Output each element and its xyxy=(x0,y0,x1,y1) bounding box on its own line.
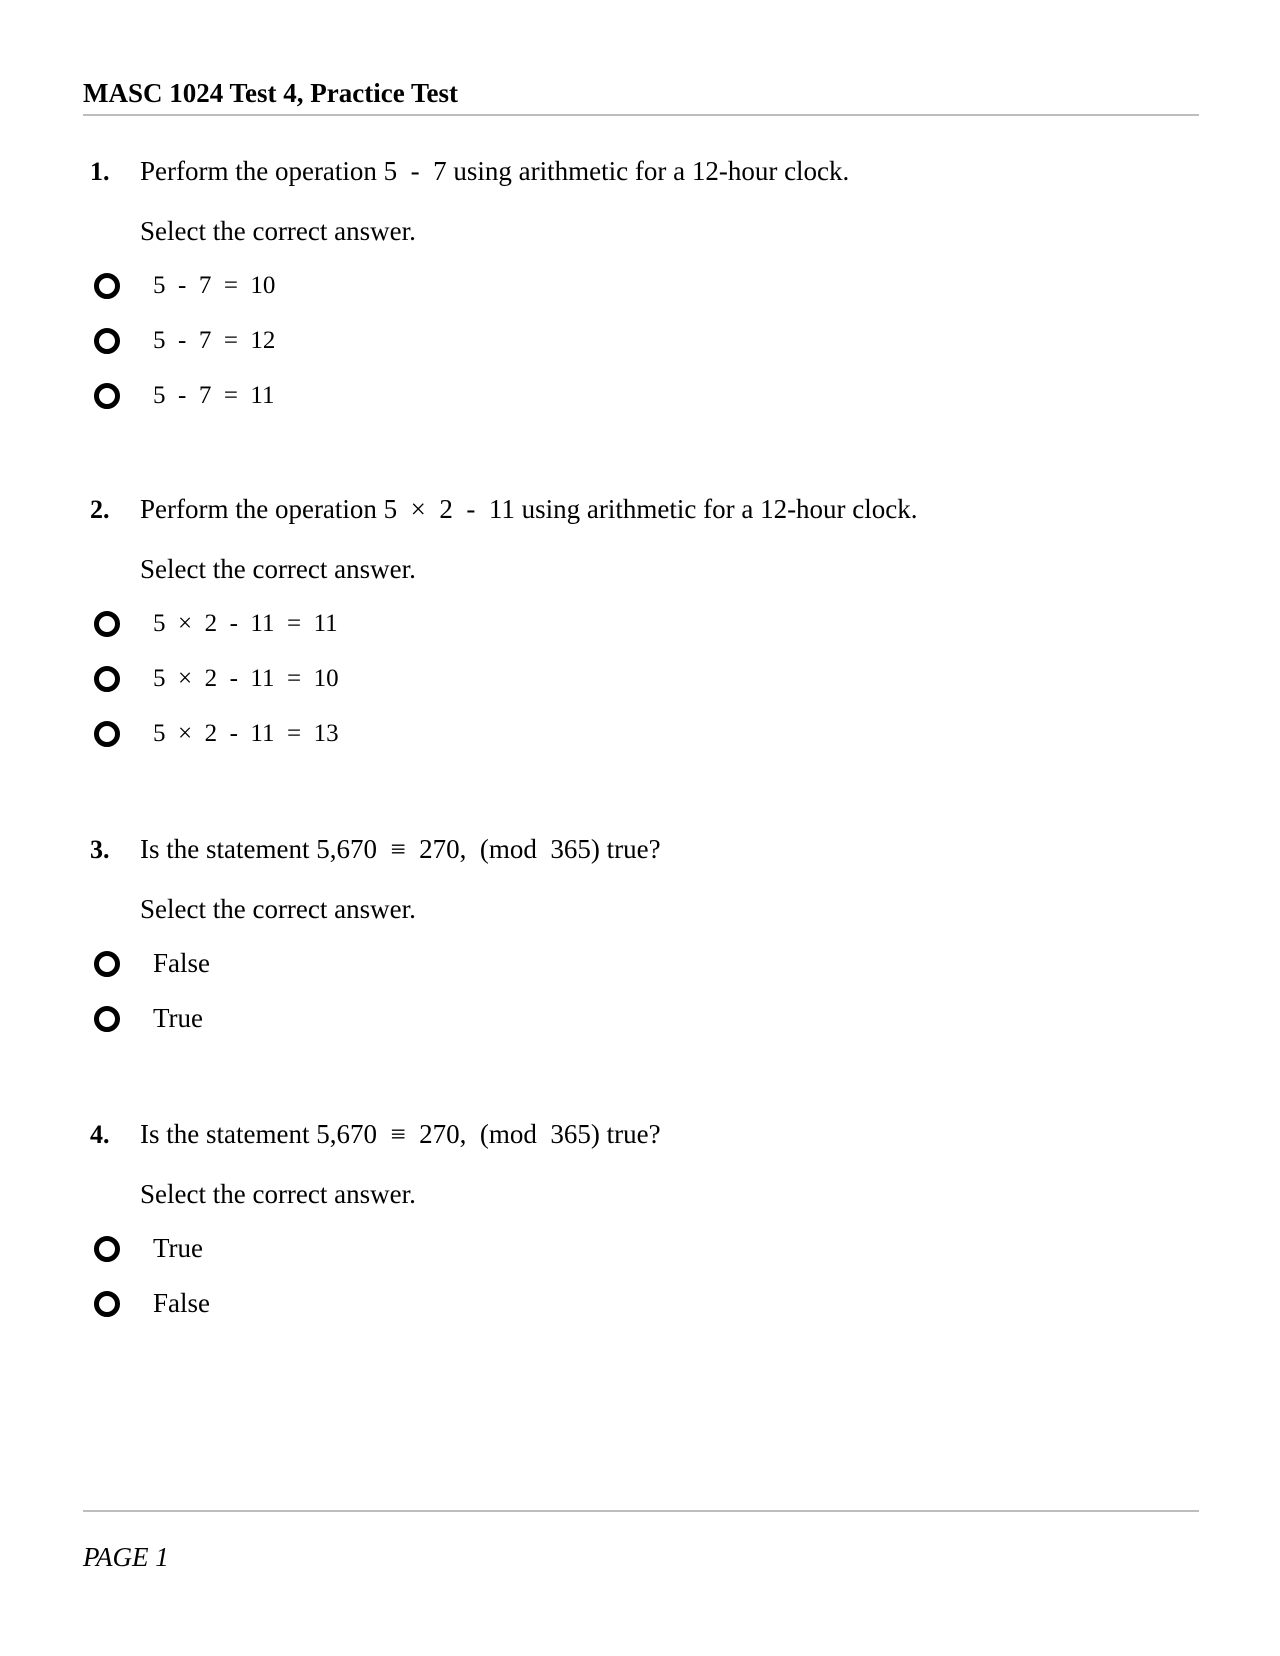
answer-option[interactable] xyxy=(90,1276,1190,1331)
option-label: 5 - 7 = 11 xyxy=(153,381,275,409)
question-2 xyxy=(90,494,1190,761)
question-number: 4. xyxy=(90,1120,110,1149)
option-label: True xyxy=(153,1003,204,1033)
radio-button[interactable] xyxy=(94,383,120,409)
answer-option[interactable] xyxy=(90,313,1190,368)
answer-option[interactable] xyxy=(90,991,1190,1046)
radio-button[interactable] xyxy=(94,721,120,747)
radio-button[interactable] xyxy=(94,273,120,299)
page-title: MASC 1024 Test 4, Practice Test xyxy=(83,78,458,108)
question-instruction: Select the correct answer. xyxy=(140,554,416,584)
radio-button[interactable] xyxy=(94,328,120,354)
option-label: 5 - 7 = 12 xyxy=(153,326,276,354)
question-text: Is the statement 5,670 ≡ 270, (mod 365) true? xyxy=(140,834,661,864)
question-text: Perform the operation 5 - 7 using arithmetic for a 12-hour clock. xyxy=(140,156,850,186)
option-label: 5 - 7 = 10 xyxy=(153,271,276,299)
option-label: 5 × 2 - 11 = 13 xyxy=(153,719,339,747)
answer-option[interactable] xyxy=(90,1221,1190,1276)
answer-option[interactable] xyxy=(90,368,1190,423)
answer-option[interactable] xyxy=(90,651,1190,706)
radio-button[interactable] xyxy=(94,1236,120,1262)
question-3 xyxy=(90,834,1190,1046)
question-number: 1. xyxy=(90,157,110,186)
radio-button[interactable] xyxy=(94,611,120,637)
question-instruction: Select the correct answer. xyxy=(140,1179,416,1209)
question-number: 2. xyxy=(90,495,110,524)
answer-options xyxy=(90,596,1190,761)
page-number: PAGE 1 xyxy=(83,1542,169,1572)
question-instruction: Select the correct answer. xyxy=(140,216,416,246)
question-instruction: Select the correct answer. xyxy=(140,894,416,924)
option-label: False xyxy=(153,948,210,978)
option-label: False xyxy=(153,1288,210,1318)
radio-button[interactable] xyxy=(94,951,120,977)
question-text: Perform the operation 5 × 2 - 11 using arithmetic for a 12-hour clock. xyxy=(140,494,918,524)
radio-button[interactable] xyxy=(94,1291,120,1317)
answer-option[interactable] xyxy=(90,258,1190,313)
question-4 xyxy=(90,1119,1190,1331)
question-text: Is the statement 5,670 ≡ 270, (mod 365) true? xyxy=(140,1119,661,1149)
option-label: 5 × 2 - 11 = 11 xyxy=(153,609,338,637)
footer-divider xyxy=(83,1510,1199,1512)
header-divider xyxy=(83,114,1199,116)
answer-options xyxy=(90,258,1190,423)
radio-button[interactable] xyxy=(94,666,120,692)
question-number: 3. xyxy=(90,835,110,864)
answer-option[interactable] xyxy=(90,936,1190,991)
question-1 xyxy=(90,156,1190,423)
answer-options xyxy=(90,1221,1190,1331)
option-label: 5 × 2 - 11 = 10 xyxy=(153,664,339,692)
answer-option[interactable] xyxy=(90,596,1190,651)
radio-button[interactable] xyxy=(94,1006,120,1032)
answer-options xyxy=(90,936,1190,1046)
option-label: True xyxy=(153,1233,204,1263)
answer-option[interactable] xyxy=(90,706,1190,761)
